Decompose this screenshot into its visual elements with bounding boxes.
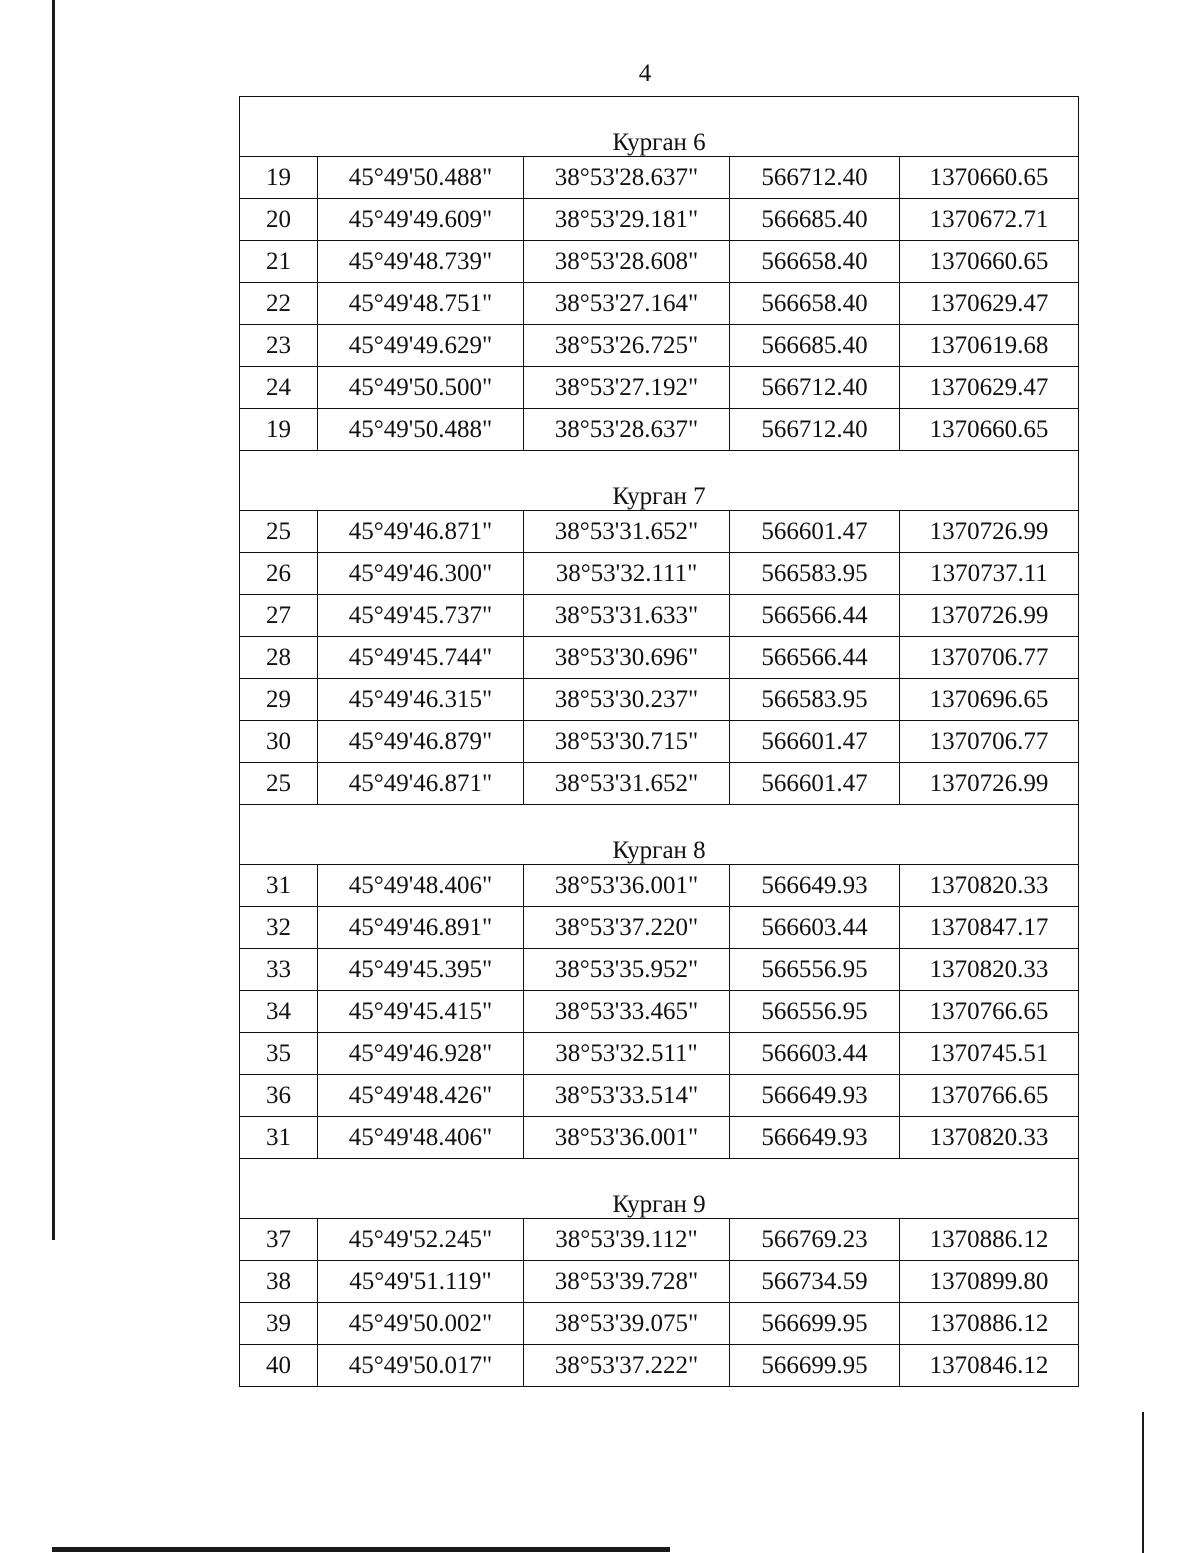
longitude-cell: 38°53'36.001" <box>524 1117 730 1159</box>
table-row <box>240 553 1079 595</box>
x-coordinate-cell: 566601.47 <box>730 763 900 805</box>
y-coordinate-cell: 1370672.71 <box>900 199 1079 241</box>
y-coordinate-cell: 1370846.12 <box>900 1345 1079 1387</box>
latitude-cell: 45°49'51.119" <box>318 1261 524 1303</box>
point-number-cell: 28 <box>240 637 318 679</box>
latitude-cell: 45°49'46.315" <box>318 679 524 721</box>
x-coordinate-cell: 566556.95 <box>730 949 900 991</box>
page-number: 4 <box>638 60 652 87</box>
x-coordinate-cell: 566734.59 <box>730 1261 900 1303</box>
y-coordinate-cell: 1370737.11 <box>900 553 1079 595</box>
table-row <box>240 241 1079 283</box>
x-coordinate-cell: 566712.40 <box>730 157 900 199</box>
y-coordinate-cell: 1370886.12 <box>900 1219 1079 1261</box>
y-coordinate-cell: 1370820.33 <box>900 949 1079 991</box>
section-title: Курган 9 <box>240 1159 1079 1219</box>
longitude-cell: 38°53'31.652" <box>524 511 730 553</box>
longitude-cell: 38°53'28.637" <box>524 409 730 451</box>
latitude-cell: 45°49'45.744" <box>318 637 524 679</box>
point-number-cell: 22 <box>240 283 318 325</box>
x-coordinate-cell: 566566.44 <box>730 595 900 637</box>
point-number-cell: 36 <box>240 1075 318 1117</box>
longitude-cell: 38°53'30.237" <box>524 679 730 721</box>
latitude-cell: 45°49'45.415" <box>318 991 524 1033</box>
table-row <box>240 949 1079 991</box>
longitude-cell: 38°53'31.633" <box>524 595 730 637</box>
point-number-cell: 27 <box>240 595 318 637</box>
longitude-cell: 38°53'28.637" <box>524 157 730 199</box>
y-coordinate-cell: 1370706.77 <box>900 637 1079 679</box>
point-number-cell: 20 <box>240 199 318 241</box>
point-number-cell: 25 <box>240 763 318 805</box>
longitude-cell: 38°53'37.222" <box>524 1345 730 1387</box>
y-coordinate-cell: 1370820.33 <box>900 865 1079 907</box>
longitude-cell: 38°53'28.608" <box>524 241 730 283</box>
table-row <box>240 1261 1079 1303</box>
section-header-row <box>240 451 1079 511</box>
longitude-cell: 38°53'29.181" <box>524 199 730 241</box>
table-row <box>240 283 1079 325</box>
longitude-cell: 38°53'35.952" <box>524 949 730 991</box>
table-row <box>240 325 1079 367</box>
y-coordinate-cell: 1370766.65 <box>900 991 1079 1033</box>
latitude-cell: 45°49'50.002" <box>318 1303 524 1345</box>
x-coordinate-cell: 566583.95 <box>730 553 900 595</box>
longitude-cell: 38°53'36.001" <box>524 865 730 907</box>
table-row <box>240 907 1079 949</box>
table-row <box>240 1033 1079 1075</box>
table-row <box>240 595 1079 637</box>
point-number-cell: 37 <box>240 1219 318 1261</box>
x-coordinate-cell: 566699.95 <box>730 1303 900 1345</box>
scan-edge-left <box>52 0 55 1240</box>
y-coordinate-cell: 1370745.51 <box>900 1033 1079 1075</box>
point-number-cell: 24 <box>240 367 318 409</box>
coordinates-table <box>239 96 1079 1387</box>
longitude-cell: 38°53'32.511" <box>524 1033 730 1075</box>
longitude-cell: 38°53'39.112" <box>524 1219 730 1261</box>
point-number-cell: 25 <box>240 511 318 553</box>
point-number-cell: 31 <box>240 1117 318 1159</box>
y-coordinate-cell: 1370899.80 <box>900 1261 1079 1303</box>
section-title: Курган 8 <box>240 805 1079 865</box>
point-number-cell: 21 <box>240 241 318 283</box>
table-row <box>240 409 1079 451</box>
x-coordinate-cell: 566658.40 <box>730 283 900 325</box>
point-number-cell: 26 <box>240 553 318 595</box>
latitude-cell: 45°49'50.017" <box>318 1345 524 1387</box>
y-coordinate-cell: 1370629.47 <box>900 283 1079 325</box>
y-coordinate-cell: 1370660.65 <box>900 157 1079 199</box>
point-number-cell: 29 <box>240 679 318 721</box>
latitude-cell: 45°49'52.245" <box>318 1219 524 1261</box>
longitude-cell: 38°53'39.075" <box>524 1303 730 1345</box>
latitude-cell: 45°49'50.500" <box>318 367 524 409</box>
point-number-cell: 35 <box>240 1033 318 1075</box>
y-coordinate-cell: 1370766.65 <box>900 1075 1079 1117</box>
x-coordinate-cell: 566699.95 <box>730 1345 900 1387</box>
point-number-cell: 19 <box>240 409 318 451</box>
table-row <box>240 1075 1079 1117</box>
latitude-cell: 45°49'48.406" <box>318 1117 524 1159</box>
table-row <box>240 199 1079 241</box>
x-coordinate-cell: 566649.93 <box>730 1117 900 1159</box>
table-row <box>240 1345 1079 1387</box>
longitude-cell: 38°53'27.192" <box>524 367 730 409</box>
latitude-cell: 45°49'48.751" <box>318 283 524 325</box>
x-coordinate-cell: 566583.95 <box>730 679 900 721</box>
x-coordinate-cell: 566556.95 <box>730 991 900 1033</box>
longitude-cell: 38°53'26.725" <box>524 325 730 367</box>
point-number-cell: 38 <box>240 1261 318 1303</box>
latitude-cell: 45°49'45.395" <box>318 949 524 991</box>
latitude-cell: 45°49'46.871" <box>318 763 524 805</box>
latitude-cell: 45°49'45.737" <box>318 595 524 637</box>
latitude-cell: 45°49'46.891" <box>318 907 524 949</box>
table-row <box>240 157 1079 199</box>
point-number-cell: 33 <box>240 949 318 991</box>
x-coordinate-cell: 566658.40 <box>730 241 900 283</box>
latitude-cell: 45°49'48.406" <box>318 865 524 907</box>
longitude-cell: 38°53'33.514" <box>524 1075 730 1117</box>
point-number-cell: 39 <box>240 1303 318 1345</box>
table-row <box>240 1219 1079 1261</box>
y-coordinate-cell: 1370726.99 <box>900 511 1079 553</box>
latitude-cell: 45°49'48.426" <box>318 1075 524 1117</box>
latitude-cell: 45°49'46.300" <box>318 553 524 595</box>
table-row <box>240 865 1079 907</box>
point-number-cell: 34 <box>240 991 318 1033</box>
y-coordinate-cell: 1370660.65 <box>900 409 1079 451</box>
latitude-cell: 45°49'50.488" <box>318 409 524 451</box>
x-coordinate-cell: 566685.40 <box>730 325 900 367</box>
latitude-cell: 45°49'46.879" <box>318 721 524 763</box>
scan-edge-right <box>1142 1412 1144 1553</box>
x-coordinate-cell: 566712.40 <box>730 367 900 409</box>
x-coordinate-cell: 566603.44 <box>730 907 900 949</box>
x-coordinate-cell: 566649.93 <box>730 1075 900 1117</box>
point-number-cell: 40 <box>240 1345 318 1387</box>
latitude-cell: 45°49'46.928" <box>318 1033 524 1075</box>
section-title: Курган 7 <box>240 451 1079 511</box>
table-row <box>240 1303 1079 1345</box>
table-row <box>240 637 1079 679</box>
table-row <box>240 679 1079 721</box>
section-header-row <box>240 805 1079 865</box>
longitude-cell: 38°53'37.220" <box>524 907 730 949</box>
x-coordinate-cell: 566712.40 <box>730 409 900 451</box>
longitude-cell: 38°53'27.164" <box>524 283 730 325</box>
x-coordinate-cell: 566601.47 <box>730 721 900 763</box>
longitude-cell: 38°53'31.652" <box>524 763 730 805</box>
latitude-cell: 45°49'50.488" <box>318 157 524 199</box>
table-row <box>240 721 1079 763</box>
x-coordinate-cell: 566769.23 <box>730 1219 900 1261</box>
latitude-cell: 45°49'49.609" <box>318 199 524 241</box>
coordinates-table-body <box>240 97 1079 1387</box>
y-coordinate-cell: 1370660.65 <box>900 241 1079 283</box>
scan-edge-bottom <box>52 1547 670 1552</box>
point-number-cell: 31 <box>240 865 318 907</box>
point-number-cell: 23 <box>240 325 318 367</box>
x-coordinate-cell: 566601.47 <box>730 511 900 553</box>
x-coordinate-cell: 566566.44 <box>730 637 900 679</box>
point-number-cell: 32 <box>240 907 318 949</box>
latitude-cell: 45°49'48.739" <box>318 241 524 283</box>
y-coordinate-cell: 1370726.99 <box>900 595 1079 637</box>
latitude-cell: 45°49'46.871" <box>318 511 524 553</box>
latitude-cell: 45°49'49.629" <box>318 325 524 367</box>
section-title: Курган 6 <box>240 97 1079 157</box>
y-coordinate-cell: 1370886.12 <box>900 1303 1079 1345</box>
y-coordinate-cell: 1370820.33 <box>900 1117 1079 1159</box>
point-number-cell: 30 <box>240 721 318 763</box>
table-row <box>240 511 1079 553</box>
y-coordinate-cell: 1370847.17 <box>900 907 1079 949</box>
longitude-cell: 38°53'39.728" <box>524 1261 730 1303</box>
table-row <box>240 991 1079 1033</box>
table-row <box>240 367 1079 409</box>
y-coordinate-cell: 1370726.99 <box>900 763 1079 805</box>
table-row <box>240 1117 1079 1159</box>
point-number-cell: 19 <box>240 157 318 199</box>
longitude-cell: 38°53'30.715" <box>524 721 730 763</box>
x-coordinate-cell: 566603.44 <box>730 1033 900 1075</box>
longitude-cell: 38°53'32.111" <box>524 553 730 595</box>
y-coordinate-cell: 1370629.47 <box>900 367 1079 409</box>
longitude-cell: 38°53'30.696" <box>524 637 730 679</box>
x-coordinate-cell: 566649.93 <box>730 865 900 907</box>
section-header-row <box>240 97 1079 157</box>
section-header-row <box>240 1159 1079 1219</box>
table-row <box>240 763 1079 805</box>
y-coordinate-cell: 1370619.68 <box>900 325 1079 367</box>
longitude-cell: 38°53'33.465" <box>524 991 730 1033</box>
x-coordinate-cell: 566685.40 <box>730 199 900 241</box>
y-coordinate-cell: 1370706.77 <box>900 721 1079 763</box>
y-coordinate-cell: 1370696.65 <box>900 679 1079 721</box>
